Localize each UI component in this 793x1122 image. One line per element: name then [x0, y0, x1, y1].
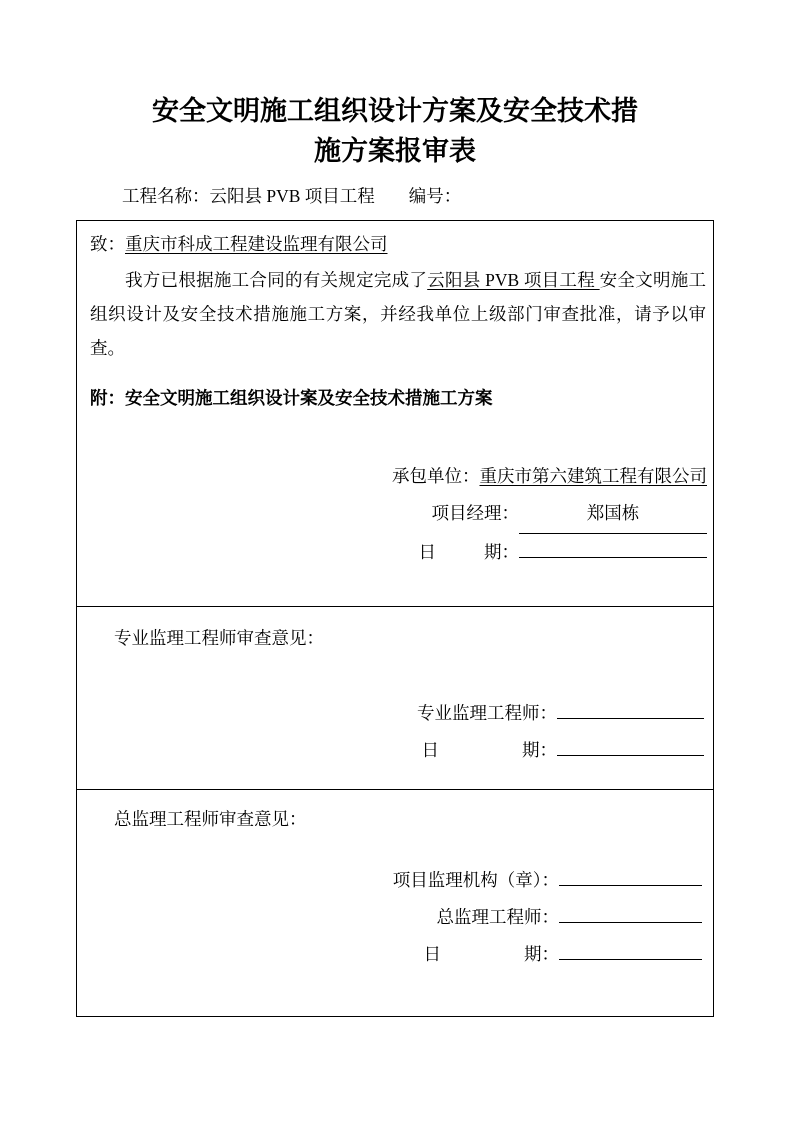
contractor-signature-block: [392, 458, 707, 571]
chief-engineer-opinion-cell: [77, 789, 713, 1016]
professional-engineer-opinion-heading: 专业监理工程师审查意见：: [114, 628, 324, 648]
supervision-agency-label: 项目监理机构（章）：: [392, 870, 559, 890]
form-table: [76, 220, 714, 1017]
page-title-line-1: 安全文明施工组织设计方案及安全技术措: [152, 96, 638, 127]
supervision-agency-value[interactable]: [559, 884, 702, 886]
attachment-label: 附：: [90, 388, 125, 408]
document-number-label: 编号：: [408, 186, 462, 206]
project-manager-label: 项目经理：: [431, 503, 519, 523]
declaration-project-name: 云阳县 PVB 项目工程: [427, 270, 600, 290]
professional-engineer-date-value[interactable]: [557, 754, 704, 756]
chief-engineer-date-row: [393, 936, 702, 973]
contractor-date-label-right: 期：: [484, 542, 519, 562]
professional-engineer-date-label-right: 期：: [522, 740, 557, 760]
supervisor-company-name: 重庆市科成工程建设监理有限公司: [125, 234, 388, 254]
page-title: [76, 92, 714, 172]
chief-engineer-label: 总监理工程师：: [436, 907, 559, 927]
professional-engineer-value[interactable]: [557, 717, 704, 719]
project-name-value: 云阳县 PVB 项目工程: [209, 186, 375, 206]
addressee-label: 致：: [90, 234, 125, 254]
contractor-declaration-cell: [77, 221, 713, 606]
contractor-date-row: [392, 534, 707, 571]
contractor-unit-row: [392, 458, 707, 495]
declaration-prefix: 我方已根据施工合同的有关规定完成了: [125, 270, 428, 290]
contractor-date-label-left: 日: [418, 542, 436, 562]
addressee-line: [90, 229, 388, 259]
declaration-suffix: 安全文明施工组织设计及安全技术措施施工方案，并经我单位上级部门审查批准，请予以审查。: [90, 270, 707, 358]
attachment-text: 安全文明施工组织设计案及安全技术措施工方案: [125, 388, 493, 408]
chief-engineer-row: [393, 899, 702, 936]
professional-engineer-row: [417, 695, 704, 732]
professional-engineer-signature-block: [417, 695, 704, 769]
declaration-paragraph: [90, 263, 706, 365]
chief-engineer-opinion-heading: 总监理工程师审查意见：: [114, 809, 307, 829]
chief-engineer-date-label-left: 日: [423, 944, 441, 964]
contractor-unit-value[interactable]: 重庆市第六建筑工程有限公司: [479, 466, 707, 486]
supervision-agency-row: [393, 862, 702, 899]
project-manager-row: [392, 495, 707, 534]
contractor-unit-label: 承包单位：: [392, 466, 480, 486]
chief-engineer-signature-block: [393, 862, 702, 973]
professional-engineer-date-label-left: 日: [421, 740, 439, 760]
project-name-label: 工程名称：: [122, 186, 210, 206]
project-info-row: [122, 183, 461, 209]
chief-engineer-date-value[interactable]: [559, 958, 702, 960]
chief-engineer-value[interactable]: [559, 921, 702, 923]
page-title-line-2: 施方案报审表: [314, 136, 476, 167]
attachment-line: [90, 383, 493, 413]
project-manager-value[interactable]: 郑国栋: [519, 495, 707, 534]
chief-engineer-date-label-right: 期：: [524, 944, 559, 964]
professional-engineer-label: 专业监理工程师：: [417, 703, 557, 723]
professional-engineer-opinion-cell: [77, 606, 713, 789]
professional-engineer-date-row: [417, 732, 704, 769]
contractor-date-value[interactable]: [519, 556, 707, 558]
